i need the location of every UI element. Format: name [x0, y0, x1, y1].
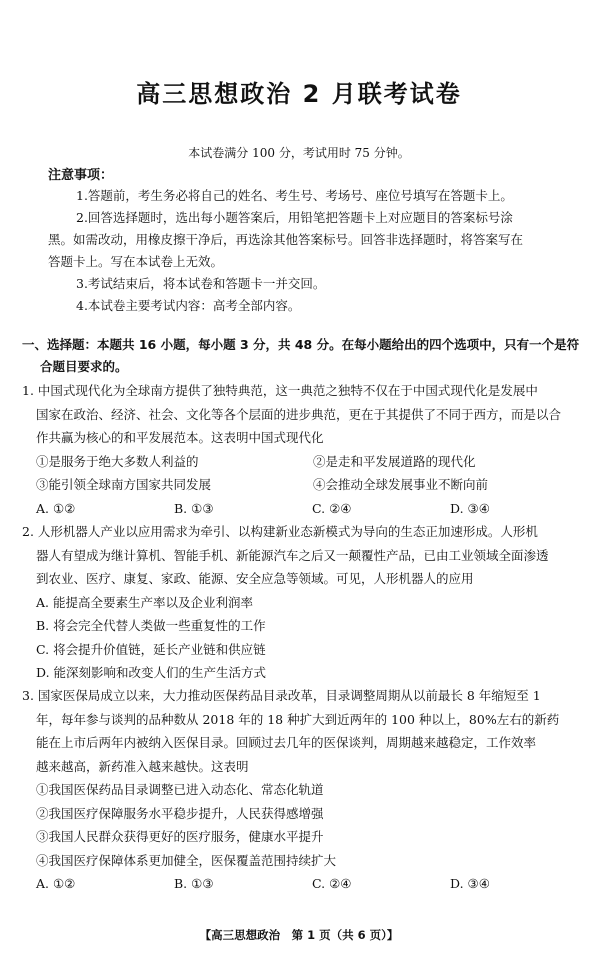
statement-1: ①是服务于绝大多数人利益的 [36, 453, 199, 469]
section-heading-line2: 合题目要求的。 [40, 359, 128, 374]
question-1 [22, 379, 590, 520]
notice-heading: 注意事项： [48, 168, 114, 183]
exam-info: 本试卷满分 100 分，考试用时 75 分钟。 [188, 146, 410, 160]
option-c: C. 将会提升价值链，延长产业链和供应链 [36, 641, 266, 657]
option-b: B. 将会完全代替人类做一些重复性的工作 [36, 618, 266, 633]
section-heading [22, 334, 590, 378]
statement-2: ②是走和平发展道路的现代化 [313, 453, 476, 469]
question-1-statements-row2 [22, 473, 590, 497]
question-2-stem-cont2: 到农业、医疗、康复、家政、能源、安全应急等领域。可见，人形机器人的应用 [36, 571, 474, 586]
section-heading-line1: 一、选择题：本题共 16 小题，每小题 3 分，共 48 分。在每小题给出的四个选项中，只有一个是符 [22, 337, 580, 352]
question-3-options [22, 872, 590, 896]
notice-item-2-cont2: 答题卡上。写在本试卷上无效。 [48, 254, 224, 269]
page-title: 高三思想政治 2 月联考试卷 [136, 80, 462, 108]
option-c: C. ②④ [312, 500, 352, 516]
question-2-stem: 2. 人形机器人产业以应用需求为牵引、以构建新业态新模式为导向的生态正加速形成。人形机 [22, 524, 538, 539]
question-1-stem-cont: 国家在政治、经济、社会、文化等各个层面的进步典范，更在于其提供了不同于西方，而是以合 [36, 406, 562, 422]
option-c: C. ②④ [312, 876, 352, 891]
option-b: B. ①③ [174, 500, 214, 516]
option-d: D. 能深刻影响和改变人们的生产生活方式 [36, 665, 267, 680]
statement-4: ④我国医疗保障体系更加健全，医保覆盖范围持续扩大 [36, 852, 337, 868]
option-a: A. 能提高全要素生产率以及企业利润率 [36, 594, 253, 610]
page-footer: 【高三思想政治 第 1 页（共 6 页）】 [199, 928, 399, 942]
notice-item-1: 1.答题前，考生务必将自己的姓名、考生号、考场号、座位号填写在答题卡上。 [76, 188, 513, 203]
question-1-statements-row1 [22, 450, 590, 474]
notice-item-4: 4.本试卷主要考试内容：高考全部内容。 [76, 298, 301, 313]
statement-3: ③能引领全球南方国家共同发展 [36, 477, 212, 492]
option-d: D. ③④ [450, 500, 490, 516]
option-a: A. ①② [36, 500, 76, 516]
notice-block [48, 185, 558, 317]
question-3-stem-cont: 年，每年参与谈判的品种数从 2018 年的 18 种扩大到近两年的 100 种以上，80%左右的新药 [36, 711, 560, 727]
statement-2: ②我国医疗保障服务水平稳步提升，人民获得感增强 [36, 805, 324, 821]
question-1-stem: 1. 中国式现代化为全球南方提供了独特典范，这一典范之独特不仅在于中国式现代化是发展中 [22, 383, 538, 398]
question-3 [22, 684, 590, 896]
question-3-stem-cont2: 能在上市后两年内被纳入医保目录。回顾过去几年的医保谈判，周期越来越稳定，工作效率 [36, 735, 537, 750]
option-d: D. ③④ [450, 876, 490, 891]
statement-4: ④会推动全球发展事业不断向前 [313, 477, 489, 492]
question-1-options [22, 497, 590, 521]
option-b: B. ①③ [174, 876, 214, 891]
statement-1: ①我国医保药品目录调整已进入动态化、常态化轨道 [36, 782, 324, 797]
question-3-stem-cont3: 越来越高，新药准入越来越快。这表明 [36, 758, 249, 774]
notice-item-3: 3.考试结束后，将本试卷和答题卡一并交回。 [76, 276, 326, 291]
notice-item-2: 2.回答选择题时，选出每小题答案后，用铅笔把答题卡上对应题目的答案标号涂 [76, 210, 513, 225]
question-1-stem-cont2: 作共赢为核心的和平发展范本。这表明中国式现代化 [36, 430, 324, 445]
question-3-stem: 3. 国家医保局成立以来，大力推动医保药品目录改革，目录调整周期从以前最长 8 年缩短至 1 [22, 688, 541, 703]
question-2-stem-cont: 器人有望成为继计算机、智能手机、新能源汽车之后又一颠覆性产品，已由工业领域全面渗透 [36, 547, 549, 563]
question-2 [22, 520, 590, 685]
notice-item-2-cont: 黑。如需改动，用橡皮擦干净后，再选涂其他答案标号。回答非选择题时，将答案写在 [48, 232, 524, 247]
statement-3: ③我国人民群众获得更好的医疗服务，健康水平提升 [36, 829, 324, 844]
option-a: A. ①② [36, 876, 76, 891]
